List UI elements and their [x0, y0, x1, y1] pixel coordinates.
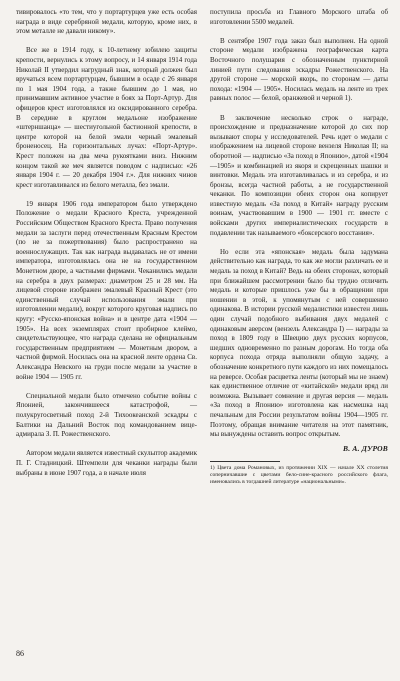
right-column	[210, 8, 388, 486]
right-paragraph: В сентябре 1907 года заказ был выполнен. На одной стороне медали изображена географическая карта Восточного полушария с обозначенным пунктирной линией пути следования эскадры Рожественского. На другой стороне — морской якорь, по сторонам — даты похода: «1904 — 1905». Носилась медаль на ленте из трех равных полос — белой, оранжевой и черной 1).	[210, 36, 388, 103]
left-column	[16, 8, 197, 478]
left-paragraph: тивировалось «то тем, что у портартурцев уже есть особая награда в виде серебряной медали, которую, кроме них, в этом металле не давали никому».	[16, 8, 197, 36]
right-paragraph: Но если эта «японская» медаль была задумана действительно как награда, то как же могли различать ее и медаль за поход в Китай? Ведь на обеих сторонах, который при ближайшем рассмотрении было бы трудно отличить медаль и которые пришлось уже бы в обращении при ношении в этой, к упомянутым с ней совершенно одинакова. В истории русской медалистики известен лишь один случай подобного выбивания двух медалей с одинаковым аверсом (вензель Александра I) — награды за поход в 1809 году в Швецию двух русских корпусов, шедших одновременно по разным дорогам. Но тогда оба корпуса похода отряда выполняли общую задачу, а обозначение конкретного пути каждого из них помещалось на реверсе. Особая расцветка ленты (который мы не знаем) как единственное отличие от «китайской» медали вряд ли возможна. Вызывает сомнение и другая версия — медаль «За поход в Японию» изготовлена как насмешка над печальным для России результатом войны 1904—1905 гг. Поэтому, обращая внимание читателя на этот памятник, мы вынуждены оставить вопрос открытым.	[210, 247, 388, 439]
footnote: 1) Цвета дома Романовых, из протяжении XIX — начале XX столетия соперничавшие с цветами бело-сине-красного российского флага, именовались в тогдашней литературе «национальными».	[210, 465, 388, 486]
author-signature: В. А. ДУРОВ	[343, 443, 388, 453]
left-paragraph: Специальной медали было отмечено событие войны с Японией, закончившееся катастрофой, — полукругосветный поход 2-й Тихоокеанской эскадры с Балтики на Дальний Восток под командованием вице-адмирала З. П. Рожественского.	[16, 391, 197, 439]
left-paragraph: 19 января 1906 года императором было утверждено Положение о медали Красного Креста, учрежденной Российским Обществом Красного Креста. Право получения медали за заслуги перед отечественным Красным Крестом (по не за пожертвования) было распространено на военнослужащих. Так как награда выдавалась не от имени императора, изготовлялась она не на государственном Монетном дворе, а частными фирмами. Чеканились медали на серебра в двух размерах: диаметром 25 и 28 мм. На лицевой стороне изображен эмалевый Красный Крест (это единственный случай использования эмали при изготовлении медали), вокруг которого круговая надпись по кругу: «Русско-японская война» и в центре дата «1904 — 1905». На всех экземплярах стоит пробирное клеймо, свидетельствующее, что награда сделана не официальным государственным предприятием — Монетным двором, а частной фирмой. Носилась она на красной ленте ордена Св. Александра Невского на груди после медали за участие в войне 1904 — 1905 гг.	[16, 199, 197, 381]
right-paragraph: В заключение несколько строк о награде, происхождение и предназначение которой до сих пор вызывают споры у исследователей. Речь идет о медали с изображением на лицевой стороне вензеля Николая II; на оборотной — надписью «За поход в Японию», датой «1904—1905» и комбинацией из якоря и скрещенных шашки и винтовки. Медаль эта изготавливалась и из серебра, и из бронзы, всегда частной работы, а не государственной чеканки. По композиции обеих сторон она копирует известную медаль «За поход в Китай» награду русским воинам, участвовавшим в 1900 — 1901 гг. вместе с войсками других империалистических государств в подавлении так называемого «боксерского восстания».	[210, 113, 388, 237]
right-paragraph: поступила просьба из Главного Морского штаба об изготовлении 5500 медалей.	[210, 8, 388, 26]
footnote-divider	[210, 461, 280, 462]
left-paragraph: Автором медали является известный скульптор академик П. Г. Стадницкий. Штемпели для чеканки награды были выбраны в июне 1907 года, а в начале июля	[16, 449, 198, 477]
left-paragraph: Все же в 1914 году, к 10-летнему юбилею защиты крепости, вернулись к этому вопросу, и 14 января 1914 года Николай II утвердил нагрудный знак, который должен был вручаться всем портартурцам, бывшим в осаде с 26 января по 1 мая 1904 года, а также бывшим до 1 мая, но принимавшим активное участие в боях за Порт-Артур. Для офицеров крест изготовлялся из оксидированного серебра. В середине в круглом медальоне изображение «штерншанца» — шестиугольной бастионной крепости, в центре которой на белой эмали черный эмалевый броненосец. На горизонтальных лучах: «Порт-Артур». Крест положен на два меча рукоятками вниз. Нижним концом такой же меч является поводом с надписью: «26 января 1904 г. — 20 декабря 1904 г.». Для нижних чинов крест изготавливался из белого металла, без эмали.	[16, 46, 197, 189]
page-number: 86	[16, 649, 24, 658]
